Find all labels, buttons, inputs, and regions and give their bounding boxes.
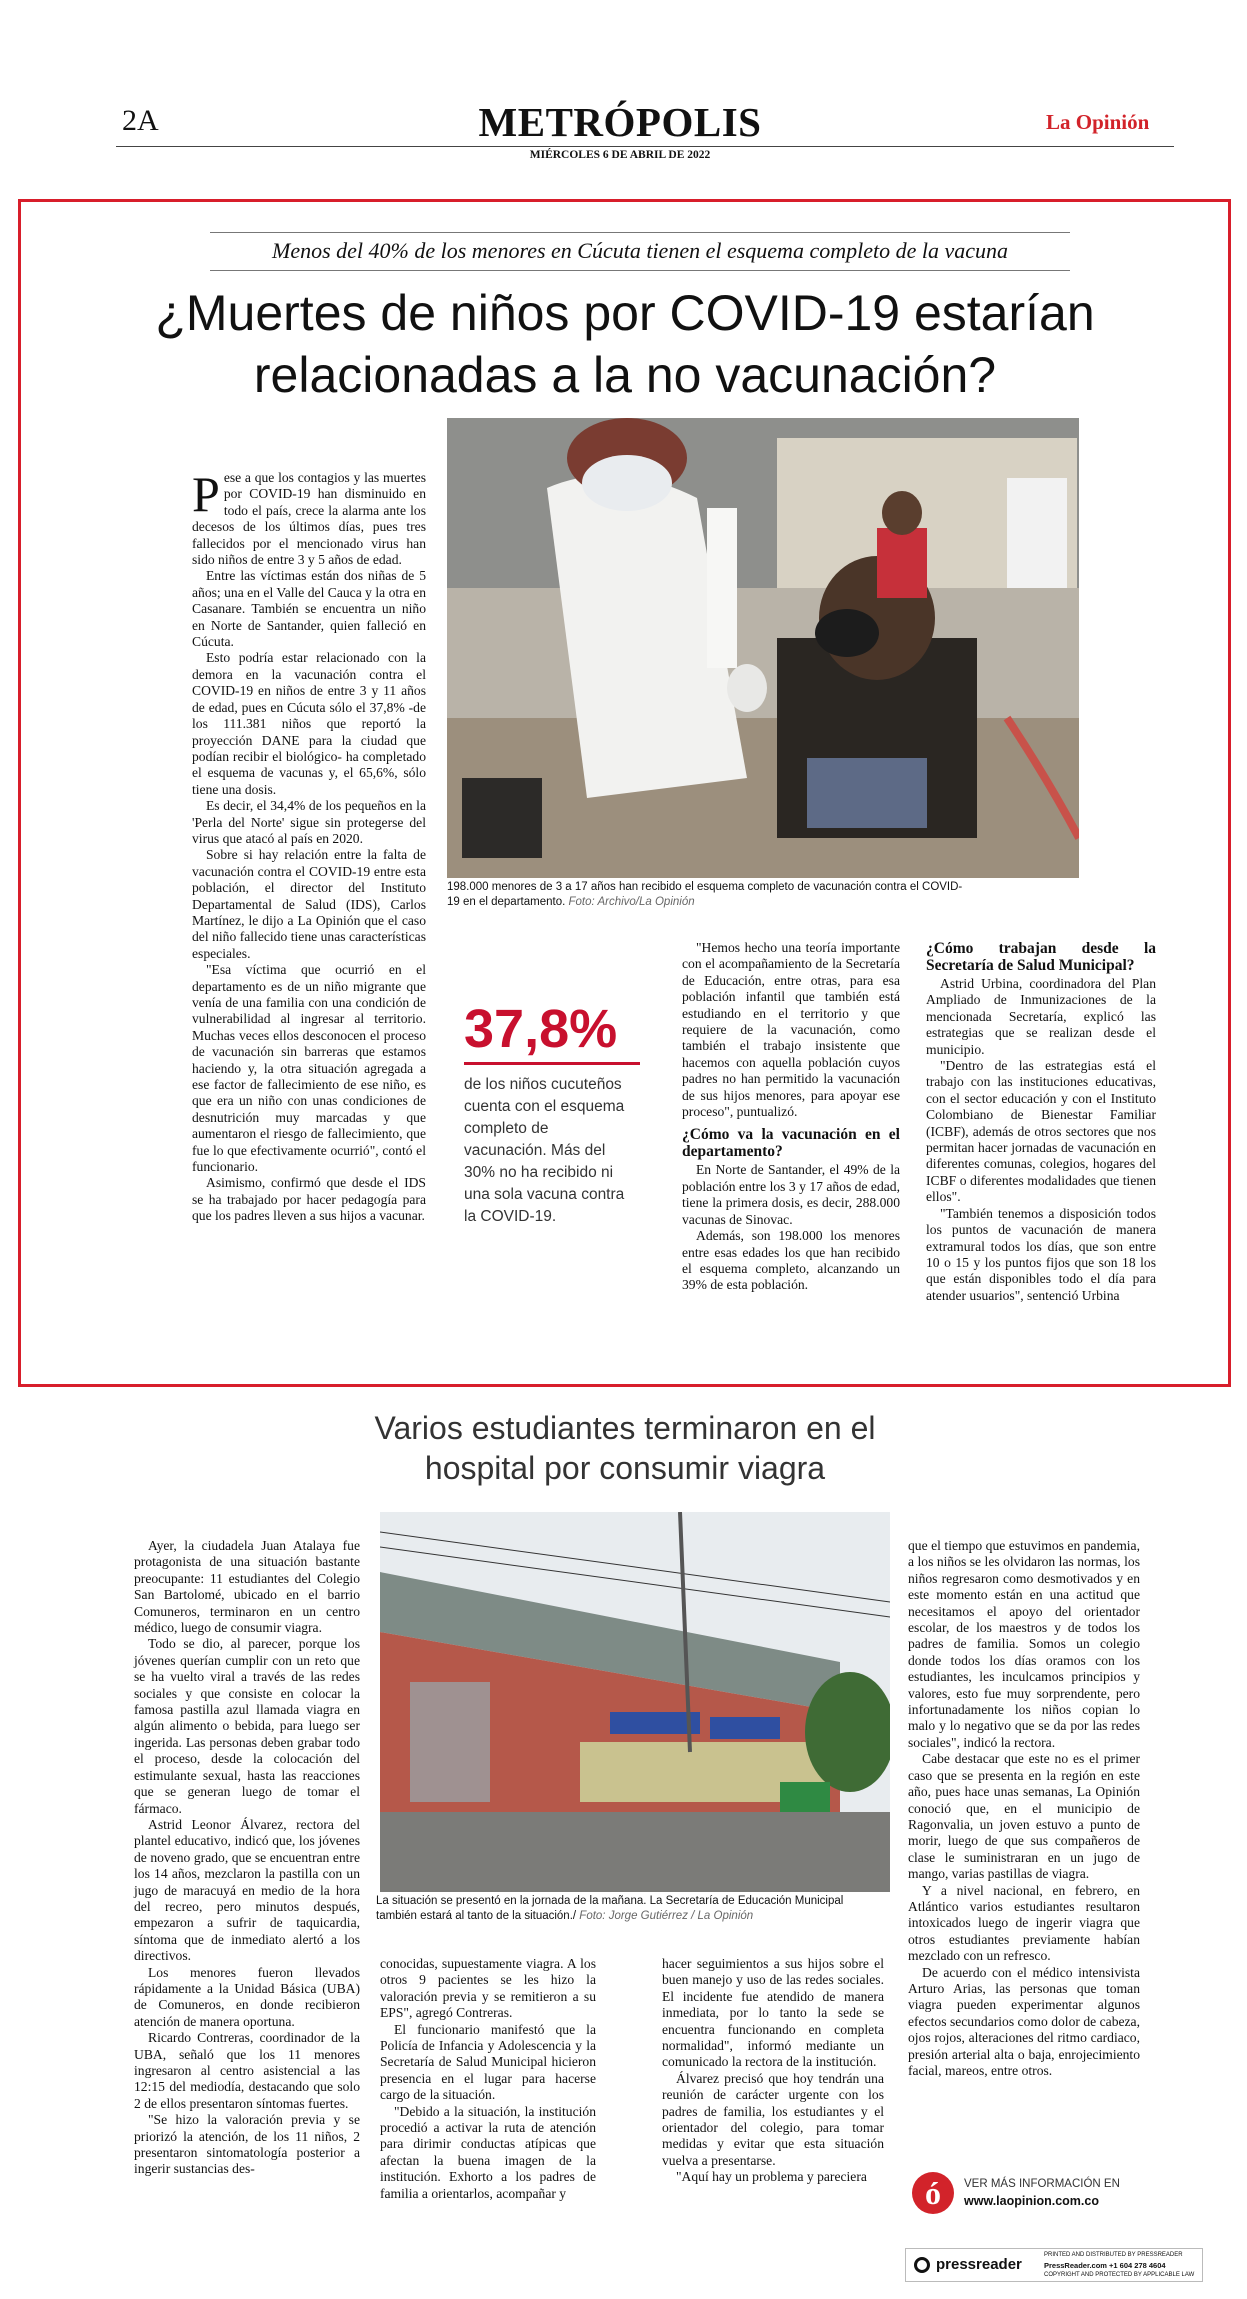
subheading: ¿Cómo trabajan desde la Secretaría de Salud Municipal? [926,940,1156,974]
brand-logo: La Opinión [1046,110,1150,134]
paragraph: "Esa víctima que ocurrió en el departamento es de un niño migrante que venía de una familia con una condición de vulnerabilidad al ingresar al territorio. Muchas veces ellos desconocen el proceso de vacunación sin barreras que estamos haciendo y, la otra situación agregada a ese factor de fallecimiento de ese niño, es que era un niño con unas condiciones de desnutrición muy marcadas y que aumentaron el riesgo de fallecimiento, que fue lo que efectivamente ocurrió", contó el funcionario. [192,962,426,1175]
kicker-rule-top [210,232,1070,233]
more-info-label: VER MÁS INFORMACIÓN EN [964,2178,1120,2190]
paragraph: En Norte de Santander, el 49% de la población entre los 3 y 17 años de edad, tiene la primera dosis, es decir, 288.000 vacunas de Sinovac. [682,1162,900,1227]
article1-column-3 [682,940,900,1294]
paragraph: conocidas, supuestamente viagra. A los otros 9 pacientes se les hizo la valoración previa y se remitieron a su EPS", agregó Contreras. [380,1956,596,2021]
paragraph: Sobre si hay relación entre la falta de vacunación contra el COVID-19 entre esta población, el director del Instituto Departamental de Salud (IDS), Carlos Martínez, le dijo a La Opinión que el caso del niño fallecido tiene unas características especiales. [192,847,426,961]
stat-value: 37,8% [464,999,618,1059]
paragraph: Todo se dio, al parecer, porque los jóvenes querían cumplir con un reto que se ha vuelto viral a través de las redes sociales y que consiste en colocar la famosa pastilla azul llamada viagra en algún alimento o bebida, para luego ser ingerida. Las personas deben grabar todo el proceso, desde la colocación del estimulante sexual, hasta las reacciones que se generan luego de tomar el fármaco. [134,1636,360,1816]
paragraph: Es decir, el 34,4% de los pequeños en la 'Perla del Norte' sigue sin protegerse del virus que atacó al país en 2020. [192,798,426,846]
article2-column-3 [662,1956,884,2186]
article2-column-1 [134,1538,360,2178]
paragraph: Ayer, la ciudadela Juan Atalaya fue protagonista de una situación bastante preocupante: 11 estudiantes del Colegio San Bartolomé, ubicado en el barrio Comuneros, terminaron en un centro médico, luego de consumir viagra. [134,1538,360,1636]
paragraph: "Aquí hay un problema y pareciera [676,2169,867,2185]
page-number: 2A [122,104,159,137]
paragraph: "Se hizo la valoración previa y se priorizó la atención, de los 11 niños, 2 presentaron sintomatología posterior a ingerir sustancias des- [134,2112,360,2177]
pressreader-line-2: PressReader.com +1 604 278 4604 [1044,2261,1166,2270]
pressreader-icon [914,2257,930,2273]
article-kicker: Menos del 40% de los menores en Cúcuta tienen el esquema completo de la vacuna [272,238,1008,263]
photo-caption-2 [376,1894,876,1924]
pressreader-line-1: PRINTED AND DISTRIBUTED BY PRESSREADER [1044,2252,1183,2258]
vaccination-photo [447,418,1079,878]
paragraph: Además, son 198.000 los menores entre esas edades los que han recibido el esquema completo, alcanzando un 39% de esta población. [682,1228,900,1293]
photo-caption-1 [447,880,967,910]
paragraph: Álvarez precisó que hoy tendrán una reunión de carácter urgente con los padres de familia, los estudiantes y el orientador del colegio, para tomar medidas y evitar que esta situación vuelva a presentarse. [662,2070,884,2168]
paragraph: Entre las víctimas están dos niñas de 5 años; una en el Valle del Cauca y la otra en Casanare. También se encuentra un niño en Norte de Santander, quien falleció en Cúcuta. [192,568,426,650]
paragraph: Cabe destacar que este no es el primer caso que se presenta en la región en este año, pues hace unas semanas, La Opinión conoció que, en el municipio de Ragonvalia, un joven estuvo a punto de morir, luego de que sus compañeros de clase le suministraran en un jugo de mango, varias pastillas de viagra. [908,1751,1140,1882]
paragraph: De acuerdo con el médico intensivista Arturo Arias, las personas que toman viagra pueden experimentar algunos efectos secundarios como dolor de cabeza, ojos rojos, alteraciones del ritmo cardiaco, presión arterial alta o baja, enrojecimiento facial, mareos, entre otros. [908,1964,1140,2078]
paragraph: Asimismo, confirmó que desde el IDS se ha trabajado por hacer pedagogía para que los padres lleven a sus hijos a vacunar. [192,1175,426,1224]
header-rule [116,146,1174,147]
paragraph: El funcionario manifestó que la Policía de Infancia y Adolescencia y la Secretaría de Salud Municipal hicieron presencia en el lugar para hacerse cargo de la situación. [380,2021,596,2103]
pressreader-line-3: COPYRIGHT AND PROTECTED BY APPLICABLE LAW [1044,2272,1195,2278]
drop-cap: P [192,466,220,522]
photo-caption-text: La situación se presentó en la jornada de la mañana. La Secretaría de Educación Municipal también estará al tanto de la situación./ [376,1895,844,1922]
more-info-link[interactable]: www.laopinion.com.co [964,2194,1099,2208]
school-photo [380,1512,890,1892]
pressreader-logo: pressreader [936,2256,1022,2273]
headline-line-1: ¿Muertes de niños por COVID-19 estarían [155,285,1095,341]
paragraph: Astrid Leonor Álvarez, rectora del plantel educativo, indicó que, los jóvenes de noveno grado, que se encuentran entre los 14 años, mezclaron la pastilla con un jugo de maracuyá en medio de la hora del recreo, pero minutos después, empezaron a sufrir de taquicardia, síntoma que de inmediato alertó a los directivos. [134,1816,360,1964]
paragraph: ese a que los contagios y las muertes por COVID-19 han disminuido en todo el país, crece la alarma ante los decesos de los últimos días, pues tres fallecidos por el mencionado virus han sido niños de entre 3 y 5 años de edad. [192,470,426,568]
section-title: METRÓPOLIS [478,99,762,145]
paragraph: "Hemos hecho una teoría importante con el acompañamiento de la Secretaría de Educación, entre otras, para esa población infantil que también está estudiando en el territorio y que requiere de la vacunación, como también el trabajo insistente que hacemos con aquella población cuyos padres no han permitido la vacunación de sus hijos menores, para apoyar ese proceso", puntualizó. [682,940,900,1120]
article-headline [80,282,1170,406]
article1-column-4 [926,940,1156,1304]
page-date: MIÉRCOLES 6 DE ABRIL DE 2022 [529,149,711,161]
subheading: ¿Cómo va la vacunación en el departamento? [682,1126,900,1161]
paragraph: Astrid Urbina, coordinadora del Plan Ampliado de Inmunizaciones de la mencionada Secretaría, explicó las estrategias que se realizan desde el municipio. [926,976,1156,1057]
paragraph: "Debido a la situación, la institución procedió a activar la ruta de atención para dirimir conductas atípicas que afectan la buena imagen de la institución. Exhorto a los padres de familia a orientarlos, acompañar y [380,2103,596,2201]
pressreader-badge [905,2248,1203,2282]
headline-line-2: relacionadas a la no vacunación? [253,347,997,403]
paragraph: "También tenemos a disposición todos los puntos de vacunación de manera extramural todos los días, que son entre 10 o 15 y los puntos fijos que son 18 los que están disponibles todo el día para atender usuarios", sentenció Urbina [926,1205,1156,1303]
photo-credit: Foto: Jorge Gutiérrez / La Opinión [579,1910,754,1922]
paragraph: Ricardo Contreras, coordinador de la UBA, señaló que los 11 menores ingresaron al centro asistencial a las 12:15 del mediodía, destacando que solo 2 de ellos presentaron síntomas fuertes. [134,2030,360,2111]
paragraph: Y a nivel nacional, en febrero, en Atlántico varios estudiantes resultaron intoxicados luego de ingerir viagra que otros estudiantes previamente habían mezclado con un refresco. [908,1882,1140,1964]
photo-caption-text: 198.000 menores de 3 a 17 años han recibido el esquema completo de vacunación contra el COVID-19 en el departamento. [447,881,963,908]
la-opinion-icon: ó [912,2172,954,2214]
article2-headline [260,1408,990,1488]
article2-column-4 [908,1538,1140,2079]
article1-column-1 [192,466,426,1225]
paragraph: que el tiempo que estuvimos en pandemia, a los niños se les olvidaron las normas, los niños regresaron como desmotivados y en este momento están en una actitud que necesitamos el apoyo del orientador escolar, de los maestros y de todos los padres de familia. Somos un colegio donde todos los días oramos con los estudiantes, les inculcamos principios y valores, esto fue muy sorprendente, pero infortunadamente los niños copian lo malo y lo negativo que se da por las redes sociales", indicó la rectora. [908,1538,1140,1750]
stat-underline [464,1062,640,1065]
headline-line-1: Varios estudiantes terminaron en el [374,1410,876,1446]
paragraph: "Dentro de las estrategias está el trabajo con las instituciones educativas, con el sector educación y con el Instituto Colombiano de Bienestar Familiar (ICBF), además de otros sectores que nos permitan hacer jornadas de vacunación en diferentes comunas, colegios, hogares del ICBF o diferentes modalidades que tienen ellos". [926,1058,1156,1205]
article2-column-2 [380,1956,596,2202]
paragraph: hacer seguimientos a sus hijos sobre el buen manejo y uso de las redes sociales. El incidente fue atendido de manera inmediata, por lo tanto la sede se encuentra funcionando en completa normalidad", informó mediante un comunicado la rectora de la institución. [662,1956,884,2070]
paragraph: Esto podría estar relacionado con la demora en la vacunación contra el COVID-19 en niños de entre 3 y 11 años de edad, pues en Cúcuta sólo el 37,8% -de los 111.381 niños que reportó la proyección DANE para la ciudad que podían recibir el biológico- ha completado el esquema de vacunas y, el 65,6%, sólo tiene una dosis. [192,650,426,797]
paragraph: Los menores fueron llevados rápidamente a la Unidad Básica (UBA) de Comuneros, en donde recibieron atención de manera oportuna. [134,1964,360,2029]
photo-credit: Foto: Archivo/La Opinión [568,896,695,908]
headline-line-2: hospital por consumir viagra [424,1450,826,1486]
kicker-rule-bottom [210,270,1070,271]
stat-text: de los niños cucuteños cuenta con el esquema completo de vacunación. Más del 30% no ha recibido ni una sola vacuna contra la COVID-19. [464,1076,625,1225]
